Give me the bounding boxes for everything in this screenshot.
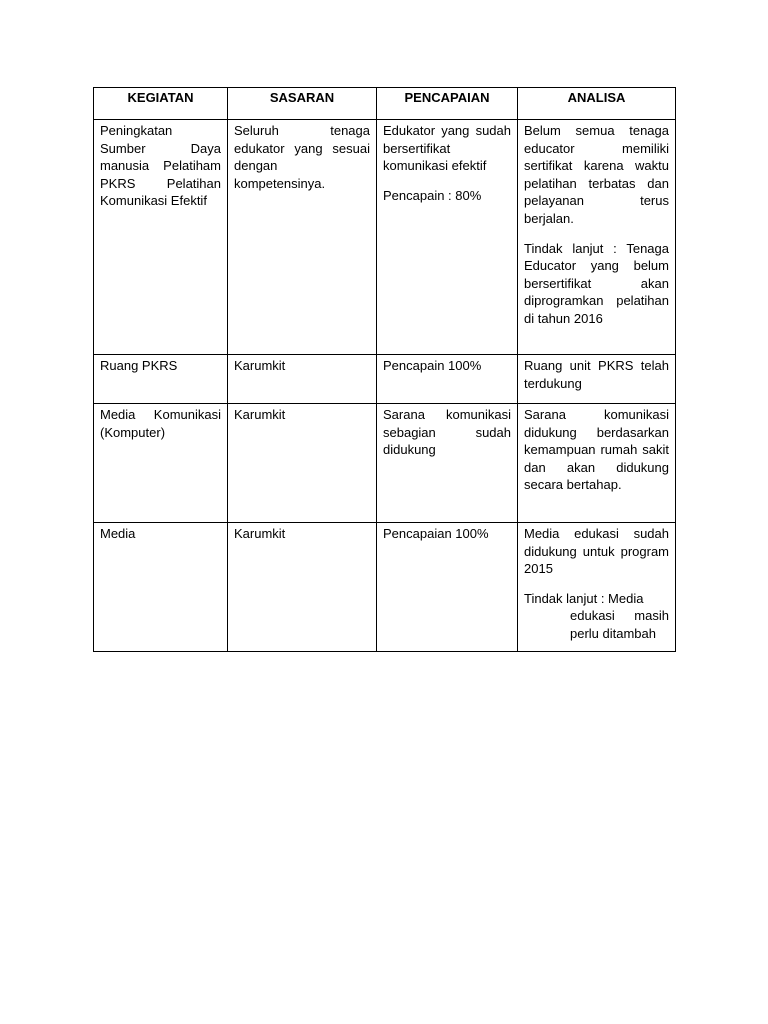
- cell-pencapaian: [377, 523, 518, 652]
- cell-text: Sarana komunikasi sebagian sudah didukung: [383, 407, 511, 458]
- cell-analisa: [518, 523, 676, 652]
- cell-text: Media: [100, 526, 136, 541]
- cell-analisa: [518, 355, 676, 404]
- table-header-row: [94, 88, 676, 120]
- table-row: [94, 355, 676, 404]
- cell-text: [524, 590, 669, 643]
- table-row: [94, 523, 676, 652]
- table-row: [94, 120, 676, 355]
- cell-text: Karumkit: [234, 358, 286, 373]
- cell-sasaran: [228, 355, 377, 404]
- cell-text: Sarana komunikasi didukung berdasarkan kemampuan rumah sakit dan akan didukung secara bertahap.: [524, 407, 669, 493]
- cell-text: Pencapaian 100%: [383, 526, 489, 541]
- cell-sasaran: [228, 404, 377, 523]
- cell-sasaran: [228, 120, 377, 355]
- cell-pencapaian: [377, 404, 518, 523]
- cell-text: Media edukasi sudah didukung untuk program 2015: [524, 526, 669, 577]
- cell-text-indented: edukasi masih perlu ditambah: [570, 608, 669, 641]
- cell-pencapaian: [377, 355, 518, 404]
- cell-text-line: Tindak lanjut : Media: [524, 590, 644, 606]
- cell-text: Media Komunikasi (Komputer): [100, 407, 221, 440]
- cell-text: Pencapain : 80%: [383, 187, 482, 203]
- cell-text: Seluruh tenaga edukator yang sesuai dengan kompetensinya.: [234, 123, 370, 191]
- cell-kegiatan: [94, 355, 228, 404]
- table-row: [94, 404, 676, 523]
- cell-kegiatan: [94, 120, 228, 355]
- cell-pencapaian: [377, 120, 518, 355]
- header-sasaran: SASARAN: [228, 88, 377, 120]
- cell-text: Karumkit: [234, 526, 286, 541]
- cell-kegiatan: [94, 523, 228, 652]
- cell-analisa: [518, 120, 676, 355]
- evaluation-table: [93, 87, 676, 652]
- cell-text: Ruang unit PKRS telah terdukung: [524, 358, 669, 391]
- cell-text: Tindak lanjut : Tenaga Educator yang belum bersertifikat akan diprogramkan pelatihan di tahun 2016: [524, 240, 669, 326]
- cell-analisa: [518, 404, 676, 523]
- header-kegiatan: KEGIATAN: [94, 88, 228, 120]
- header-analisa: ANALISA: [518, 88, 676, 120]
- cell-text: Karumkit: [234, 407, 286, 422]
- cell-text: Ruang PKRS: [100, 358, 178, 373]
- cell-text: Belum semua tenaga educator memiliki sertifikat karena waktu pelatihan terbatas dan pelayanan terus berjalan.: [524, 123, 669, 226]
- cell-text: Edukator yang sudah bersertifikat komunikasi efektif: [383, 123, 511, 174]
- header-pencapaian: PENCAPAIAN: [377, 88, 518, 120]
- cell-text: Pencapain 100%: [383, 358, 482, 373]
- cell-kegiatan: [94, 404, 228, 523]
- cell-text: Peningkatan Sumber Daya manusia Pelatiham PKRS Pelatihan Komunikasi Efektif: [100, 123, 221, 209]
- cell-sasaran: [228, 523, 377, 652]
